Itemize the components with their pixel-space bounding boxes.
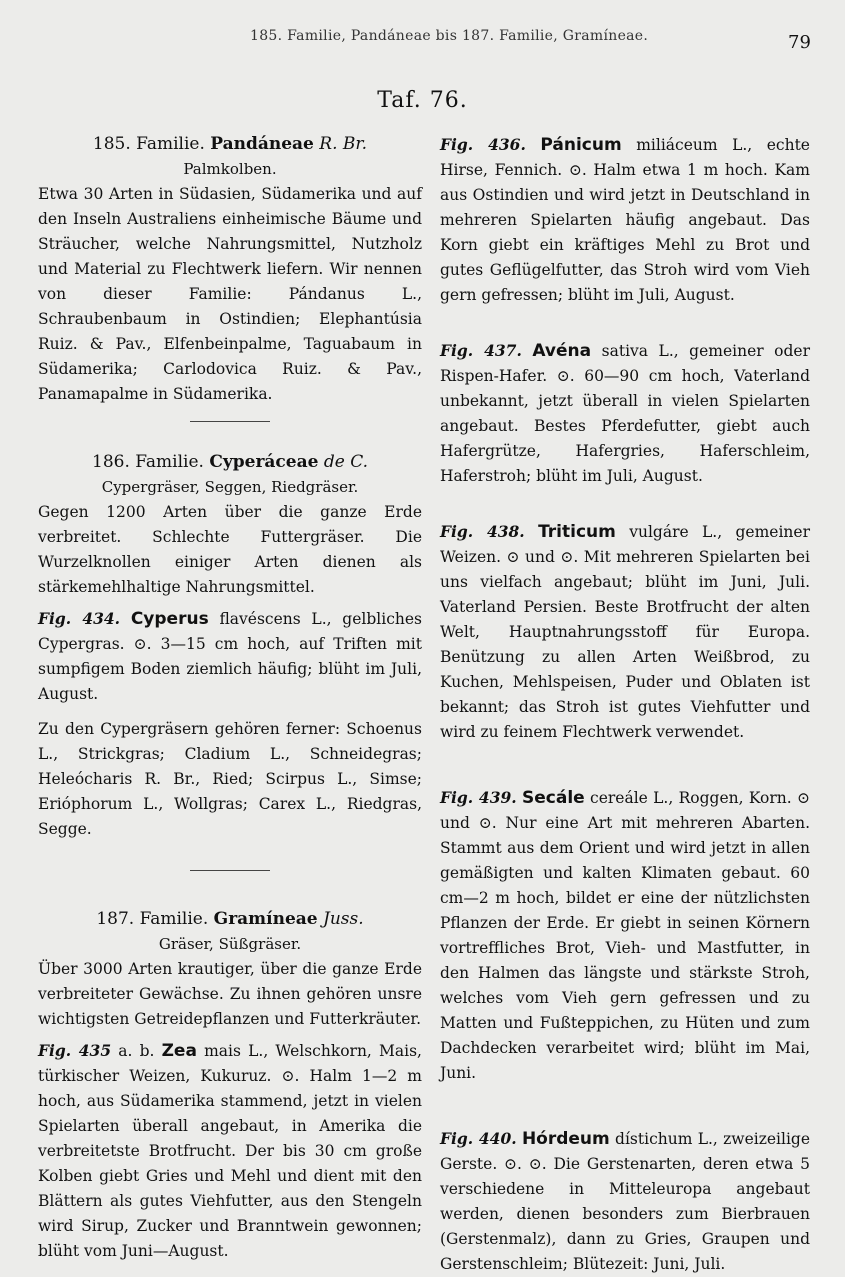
- family-185-subtitle: Palmkolben.: [183, 160, 277, 178]
- entry-text: dístichum L., zweizeilige Gerste. ⊙. ⊙. Die Gerstenarten, deren etwa 5 verschiedene in Mitteleuropa angebaut werden, dienen besonders zum Bierbrauen (Gerstenmalz), dann zu Gries, Graupen und Gerstenschleim; Blütezeit: Juni, Juli.: [440, 1130, 810, 1273]
- entry-text: mais L., Welschkorn, Mais, türkischer Weizen, Kukuruz. ⊙. Halm 1—2 m hoch, aus Südamerika stammend, jetzt in vielen Spielarten überall angebaut, in Amerika die verbreitetste Brotfrucht. Der bis 30 cm große Kolben giebt Gries und Mehl und dient mit den Blättern als gutes Viehfutter, aus den Stengeln wird Sirup, Zucker und Branntwein gewonnen; blüht vom Juni—August.: [38, 1042, 422, 1260]
- family-187-heading: [38, 907, 422, 932]
- family-187-subtitle: Gräser, Süßgräser.: [158, 935, 302, 953]
- fig-434-entry: [38, 606, 422, 707]
- fig-438-entry: [440, 519, 810, 745]
- genus-name: Cyperus: [130, 609, 209, 629]
- family-number: 187. Familie.: [96, 909, 209, 929]
- fig-437-entry: [440, 338, 810, 489]
- family-186-heading: [38, 450, 422, 475]
- entry-text: miliáceum L., echte Hirse, Fennich. ⊙. Halm etwa 1 m hoch. Kam aus Ostindien und wird jetzt in Deutschland in mehreren Spielarten häufig angebaut. Das Korn giebt ein kräftiges Mehl zu Brot und gutes Geflügelfutter, das Stroh wird vom Vieh gern gefressen; blüht im Juli, August.: [440, 136, 810, 304]
- fig-label: Fig. 440.: [440, 1129, 517, 1148]
- family-name: Gramíneae: [213, 909, 318, 929]
- page-number: 79: [788, 32, 811, 53]
- entry-text: sativa L., gemeiner oder Rispen-Hafer. ⊙. 60—90 cm hoch, Vaterland unbekannt, jetzt überall in vielen Spielarten angebaut. Bestes Pferdefutter, giebt auch Hafergrütze, Hafergries, Haferschleim, Haferstroh; blüht im Juli, August.: [440, 342, 810, 485]
- fig-label: Fig. 437.: [440, 341, 522, 360]
- cyperaceae-more-text: Zu den Cypergräsern gehören ferner: Schoenus L., Strickgras; Cladium L., Schneidegras; Heleócharis R. Br., Ried; Scirpus L., Simse; Erióphorum L., Wollgras; Carex L., Riedgras, Segge.: [38, 720, 422, 838]
- family-187-text: Über 3000 Arten krautiger, über die ganze Erde verbreiteter Gewächse. Zu ihnen gehören unsre wichtigsten Getreidepflanzen und Futterkräuter.: [38, 960, 422, 1028]
- fig-label: Fig. 438.: [440, 522, 525, 541]
- family-author: Juss.: [323, 909, 364, 929]
- family-name: Pandáneae: [210, 134, 314, 154]
- family-number: 185. Familie.: [92, 134, 205, 154]
- family-186-text: Gegen 1200 Arten über die ganze Erde verbreitet. Schlechte Futtergräser. Die Wurzelknollen einiger Arten dienen als stärkemehlhaltige Nahrungsmittel.: [38, 503, 422, 596]
- genus-name: Secále: [522, 788, 585, 808]
- genus-name: Hórdeum: [521, 1129, 610, 1149]
- fig-label: Fig. 435: [38, 1041, 112, 1060]
- genus-name: Zea: [161, 1041, 197, 1061]
- family-author: de C.: [323, 452, 368, 472]
- entry-text: flavéscens L., gelbliches Cypergras. ⊙. 3—15 cm hoch, auf Triften mit sumpfigem Boden ziemlich häufig; blüht im Juli, August.: [38, 610, 422, 703]
- genus-name: Pánicum: [540, 135, 622, 155]
- family-185-text: Etwa 30 Arten in Südasien, Südamerika und auf den Inseln Australiens einheimische Bäume und Sträucher, welche Nahrungsmittel, Nutzholz und Material zu Flechtwerk liefern. Wir nennen von dieser Familie: Pándanus L., Schraubenbaum in Ostindien; Elephantúsia Ruiz. & Pav., Elfenbeinpalme, Taguabaum in Südamerika; Carlodovica Ruiz. & Pav., Panamapalme in Südamerika.: [38, 185, 422, 403]
- fig-435-entry: [38, 1038, 422, 1264]
- fig-label: Fig. 436.: [440, 135, 526, 154]
- genus-name: Triticum: [538, 522, 616, 542]
- genus-name: Avéna: [532, 341, 592, 361]
- family-186-subtitle: Cypergräser, Seggen, Riedgräser.: [101, 478, 359, 496]
- left-column: [38, 132, 422, 1264]
- plate-title: Taf. 76.: [377, 88, 468, 113]
- fig-suffix: a. b.: [118, 1042, 155, 1060]
- fig-label: Fig. 434.: [38, 609, 121, 628]
- entry-text: cereále L., Roggen, Korn. ⊙ und ⊙. Nur eine Art mit mehreren Abarten. Stammt aus dem Orient und wird jetzt in allen gemäßigten und kalten Klimaten gebaut. 60 cm—2 m hoch, bildet er eine der nützlichsten Pflanzen der Erde. Er giebt in seinen Körnern vortreffliches Brot, Vieh- und Mastfutter, in den Halmen das längste und stärkste Stroh, welches vom Vieh gern gefressen und zu Matten und Fußteppichen, zu Hüten und zum Dachdecken verarbeitet wird; blüht im Mai, Juni.: [440, 789, 810, 1082]
- fig-label: Fig. 439.: [440, 788, 517, 807]
- fig-436-entry: [440, 132, 810, 308]
- family-author: R. Br.: [319, 134, 368, 154]
- section-divider: [190, 421, 270, 422]
- fig-440-entry: [440, 1126, 810, 1277]
- family-185-heading: [38, 132, 422, 157]
- running-head: 185. Familie, Pandáneae bis 187. Familie, Gramíneae.: [250, 28, 649, 44]
- family-number: 186. Familie.: [92, 452, 204, 472]
- family-name: Cyperáceae: [209, 452, 319, 472]
- section-divider: [190, 870, 270, 871]
- right-column: [440, 132, 810, 1277]
- fig-439-entry: [440, 785, 810, 1086]
- entry-text: vulgáre L., gemeiner Weizen. ⊙ und ⊙. Mit mehreren Spielarten bei uns vielfach angebaut; blüht im Juni, Juli. Vaterland Persien. Beste Brotfrucht der alten Welt, Hauptnahrungsstoff für Europa. Benützung zu allen Arten Weißbrod, zu Kuchen, Mehlspeisen, Puder und Oblaten ist bekannt; das Stroh ist gutes Viehfutter und wird zu feinem Flechtwerk verwendet.: [440, 523, 810, 741]
